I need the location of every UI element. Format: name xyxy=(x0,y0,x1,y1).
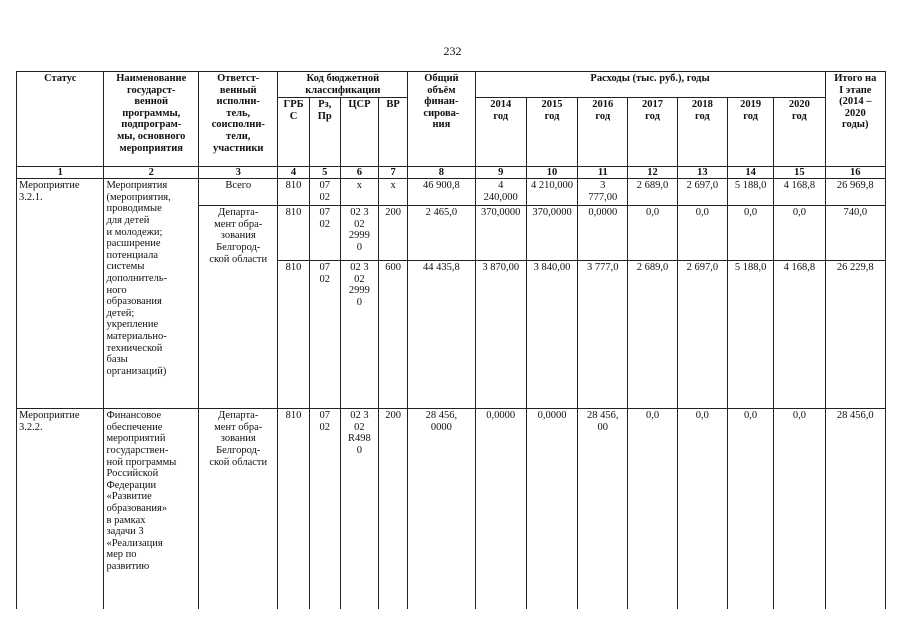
year-cell: 4 240,000 xyxy=(475,179,526,206)
year-cell: 0,0 xyxy=(628,409,677,609)
header-year-2014: 2014 год xyxy=(475,98,526,167)
total-cell: 46 900,8 xyxy=(408,179,475,206)
rzpr-cell: 07 02 xyxy=(309,179,340,206)
status-cell: Мероприятие 3.2.2. xyxy=(17,409,104,609)
table-row xyxy=(17,179,886,206)
budget-table xyxy=(16,71,886,609)
year-cell: 4 168,8 xyxy=(774,261,825,409)
page-number: 232 xyxy=(443,44,462,58)
header-rzpr: Рз, Пр xyxy=(309,98,340,167)
col-number: 8 xyxy=(408,167,475,179)
col-number: 9 xyxy=(475,167,526,179)
csr-cell: 02 3 02 2999 0 xyxy=(340,206,378,261)
year-cell: 0,0000 xyxy=(475,409,526,609)
stage-total-cell: 28 456,0 xyxy=(825,409,885,609)
csr-cell: 02 3 02 2999 0 xyxy=(340,261,378,409)
header-status: Статус xyxy=(17,72,104,167)
year-cell: 0,0 xyxy=(677,409,727,609)
stage-total-cell: 26 969,8 xyxy=(825,179,885,206)
total-cell: 44 435,8 xyxy=(408,261,475,409)
header-csr: ЦСР xyxy=(340,98,378,167)
grbs-cell: 810 xyxy=(278,261,309,409)
grbs-cell: 810 xyxy=(278,179,309,206)
vr-cell: 200 xyxy=(379,409,408,609)
year-cell: 0,0 xyxy=(727,409,773,609)
col-number: 6 xyxy=(340,167,378,179)
header-year-2016: 2016 год xyxy=(578,98,628,167)
year-cell: 2 689,0 xyxy=(628,179,677,206)
executor-cell: Департа- мент обра- зования Белгород- ской области xyxy=(199,409,278,609)
executor-cell: Департа- мент обра- зования Белгород- ской области xyxy=(199,206,278,409)
table-row xyxy=(17,409,886,609)
grbs-cell: 810 xyxy=(278,206,309,261)
header-year-2017: 2017 год xyxy=(628,98,677,167)
col-number: 11 xyxy=(578,167,628,179)
year-cell: 2 697,0 xyxy=(677,261,727,409)
year-cell: 3 777,0 xyxy=(578,261,628,409)
executor-cell: Всего xyxy=(199,179,278,206)
activity-name-cell: Финансовое обеспечение мероприятий государствен- ной программы Российской Федерации «Развитие образования» в рамках задачи 3 «Реализация мер по развитию xyxy=(104,409,199,609)
rzpr-cell: 07 02 xyxy=(309,206,340,261)
col-number: 7 xyxy=(379,167,408,179)
year-cell: 2 689,0 xyxy=(628,261,677,409)
col-number: 5 xyxy=(309,167,340,179)
header-budget-code: Код бюджетной классификации xyxy=(278,72,408,98)
activity-name-cell: Мероприятия (мероприятия, проводимые для детей и молодежи; расширение потенциала системы дополнитель- ного образования детей; укрепление материально- технической базы организаций) xyxy=(104,179,199,409)
year-cell: 370,0000 xyxy=(475,206,526,261)
rzpr-cell: 07 02 xyxy=(309,261,340,409)
col-number: 1 xyxy=(17,167,104,179)
header-grbs: ГРБ С xyxy=(278,98,309,167)
col-number: 14 xyxy=(727,167,773,179)
col-number: 3 xyxy=(199,167,278,179)
year-cell: 0,0000 xyxy=(526,409,577,609)
csr-cell: 02 3 02 R498 0 xyxy=(340,409,378,609)
col-number: 16 xyxy=(825,167,885,179)
year-cell: 0,0 xyxy=(774,409,825,609)
year-cell: 5 188,0 xyxy=(727,179,773,206)
year-cell: 0,0 xyxy=(628,206,677,261)
year-cell: 3 840,00 xyxy=(526,261,577,409)
vr-cell: х xyxy=(379,179,408,206)
stage-total-cell: 740,0 xyxy=(825,206,885,261)
header-year-2020: 2020 год xyxy=(774,98,825,167)
year-cell: 4 168,8 xyxy=(774,179,825,206)
header-executor: Ответст- венный исполни- тель, соисполни- тели, участники xyxy=(199,72,278,167)
col-number: 10 xyxy=(526,167,577,179)
col-number: 2 xyxy=(104,167,199,179)
year-cell: 3 870,00 xyxy=(475,261,526,409)
stage-total-cell: 26 229,8 xyxy=(825,261,885,409)
year-cell: 5 188,0 xyxy=(727,261,773,409)
year-cell: 370,0000 xyxy=(526,206,577,261)
header-year-2018: 2018 год xyxy=(677,98,727,167)
header-stage-total: Итого на I этапе (2014 – 2020 годы) xyxy=(825,72,885,167)
rzpr-cell: 07 02 xyxy=(309,409,340,609)
year-cell: 28 456, 00 xyxy=(578,409,628,609)
year-cell: 2 697,0 xyxy=(677,179,727,206)
header-expenses: Расходы (тыс. руб.), годы xyxy=(475,72,825,98)
col-number: 15 xyxy=(774,167,825,179)
vr-cell: 200 xyxy=(379,206,408,261)
header-total-volume: Общий объём финан- сирова- ния xyxy=(408,72,475,167)
vr-cell: 600 xyxy=(379,261,408,409)
header-name: Наименование государст- венной программы, подпрограм- мы, основного мероприятия xyxy=(104,72,199,167)
col-number: 4 xyxy=(278,167,309,179)
year-cell: 0,0 xyxy=(774,206,825,261)
header-year-2015: 2015 год xyxy=(526,98,577,167)
year-cell: 4 210,000 xyxy=(526,179,577,206)
status-cell: Мероприятие 3.2.1. xyxy=(17,179,104,409)
year-cell: 0,0 xyxy=(677,206,727,261)
year-cell: 3 777,00 xyxy=(578,179,628,206)
col-number: 12 xyxy=(628,167,677,179)
col-number: 13 xyxy=(677,167,727,179)
total-cell: 28 456, 0000 xyxy=(408,409,475,609)
year-cell: 0,0 xyxy=(727,206,773,261)
header-vr: ВР xyxy=(379,98,408,167)
csr-cell: х xyxy=(340,179,378,206)
header-year-2019: 2019 год xyxy=(727,98,773,167)
year-cell: 0,0000 xyxy=(578,206,628,261)
grbs-cell: 810 xyxy=(278,409,309,609)
total-cell: 2 465,0 xyxy=(408,206,475,261)
